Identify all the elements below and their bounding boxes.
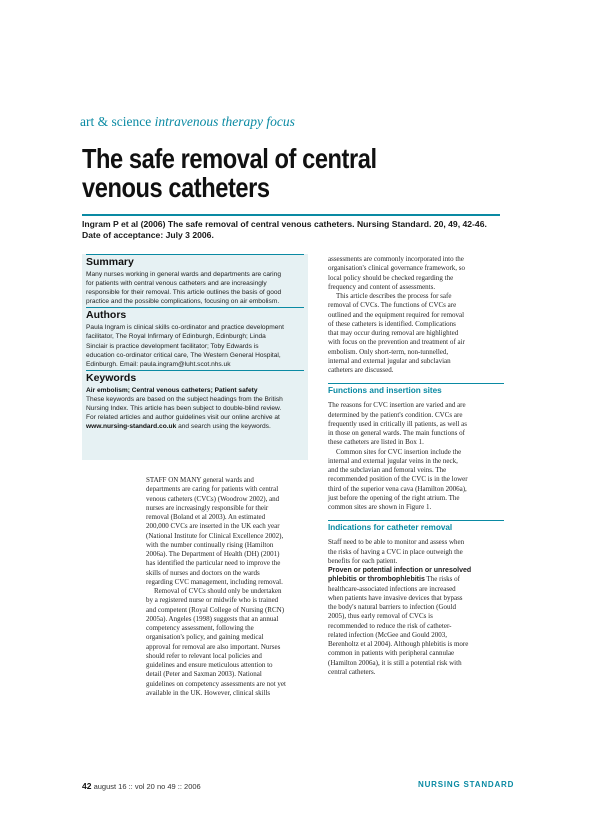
body-line: nurses are increasingly responsible for their: [146, 503, 269, 512]
body-line: when patients have invasive devices that bypass: [328, 593, 463, 602]
body-line: central catheters.: [328, 667, 376, 676]
body-line: outlined and the equipment required for removal: [328, 310, 465, 319]
website-link[interactable]: www.nursing-standard.co.uk: [86, 423, 177, 431]
body-line: This article describes the process for safe: [336, 292, 452, 300]
body-line: with focus on the prevention and treatment of air: [328, 338, 465, 347]
body-line: the body's natural barriers to infection (Gould: [328, 603, 457, 611]
body-line: embolism. Only short-term, non-tunnelled,: [328, 347, 449, 356]
body-line: (National Institute for Clinical Excellence 2002),: [146, 531, 284, 540]
section-tag: [80, 114, 295, 130]
body-line: The reasons for CVC insertion are varied and are: [328, 401, 466, 410]
body-line: just before the opening of the right atrium. The: [328, 493, 460, 502]
body-line: with the number continually rising (Hamilton: [146, 540, 274, 549]
body-line: assessments are commonly incorporated into the: [328, 255, 464, 263]
body-line: Staff need to be able to monitor and assess when: [328, 538, 465, 547]
body-line: and competent (Royal College of Nursing (RCN): [146, 605, 285, 614]
body-line: STAFF ON MANY general wards and: [146, 476, 254, 484]
body-line: benefits for each patient.: [328, 556, 398, 565]
body-line: recommended to reduce the risk of catheter-: [328, 621, 452, 630]
body-line: determined by the patient's condition. CVCs are: [328, 410, 463, 419]
page-footer: [82, 781, 201, 791]
body-line: Removal of CVCs should only be undertaken: [154, 587, 282, 595]
section-lead: art & science: [80, 114, 152, 129]
body-line: the risks of having a CVC in place outweigh the: [328, 547, 463, 556]
citation-line: Ingram P et al (2006) The safe removal of central venous catheters. Nursing Standard. 20, 49, 42-46.: [82, 219, 487, 229]
body-line: 2005), thus early removal of CVCs is: [328, 612, 433, 621]
subheading-functions: Functions and insertion sites: [328, 383, 504, 396]
summary-box: [82, 254, 308, 460]
body-line: catheters are discussed.: [328, 366, 394, 374]
body-line: Berenholtz et al 2004). Although phlebitis is more: [328, 640, 469, 648]
body-line: these catheters are listed in Box 1.: [328, 438, 424, 447]
body-column-left: [146, 476, 316, 698]
body-line: in those on general wards. The main functions of: [328, 429, 465, 437]
body-line: approval for removal are also important. Nurses: [146, 642, 281, 651]
bold-lead-line: Proven or potential infection or unresolved: [328, 567, 472, 574]
body-line: local policy should be checked regarding the: [328, 273, 454, 282]
article-title: [82, 144, 478, 202]
subheading-indications: Indications for catheter removal: [328, 520, 504, 533]
body-line: skills of nurses and doctors on the wards: [146, 568, 260, 577]
body-line: third of the superior vena cava (Hamilton 2006a),: [328, 484, 467, 493]
body-line: common in patients with peripheral cannulae: [328, 649, 455, 658]
body-line: has identified the particular need to improve the: [146, 559, 281, 568]
body-line: healthcare-associated infections are increased: [328, 584, 456, 593]
title-line: venous catheters: [82, 172, 270, 203]
body-line: venous catheters (CVCs) (Woodrow 2002), and: [146, 494, 280, 503]
body-line: removal of CVCs. The functions of CVCs are: [328, 301, 457, 310]
body-line: available in the UK. However, clinical skills: [146, 688, 271, 697]
body-line: departments are caring for patients with central: [146, 485, 279, 494]
body-line: internal and external jugular and subclavian: [328, 356, 451, 365]
body-line: recommended position of the CVC is in the lower: [328, 475, 468, 484]
body-line: frequency and content of assessments.: [328, 282, 436, 291]
title-line: The safe removal of central: [82, 143, 377, 174]
body-line: 200,000 CVCs are inserted in the UK each year: [146, 522, 280, 531]
body-line: organisation's clinical governance framework, so: [328, 264, 466, 273]
section-topic: intravenous therapy focus: [154, 114, 295, 129]
body-line: (Hamilton 2006a), it is still a potential risk with: [328, 658, 462, 667]
issue-info: august 16 :: vol 20 no 49 :: 2006: [93, 782, 201, 791]
body-line: frequently used in critically ill patients, as well as: [328, 419, 467, 428]
page-number: 42: [82, 781, 92, 791]
body-line: 2005a). Angeles (1998) suggests that an annual: [146, 614, 279, 623]
body-line: related infection (McGee and Gould 2003,: [328, 630, 447, 639]
body-line: of these catheters is identified. Complications: [328, 319, 456, 328]
body-line: organisation's policy, and gaining medical: [146, 633, 264, 642]
body-line: Common sites for CVC insertion include the: [336, 447, 462, 456]
summary-text: Many nurses working in general wards and departments are caring for patients with central venous catheters and are increasingly responsible for their removal. This article outlines the basis of good practice and the possible complications, focusing on air embolism.: [86, 271, 282, 306]
body-line: should refer to relevant local policies and: [146, 651, 262, 660]
keywords-text: Air embolism; Central venous catheters; Patient safety These keywords are based on the subject headings from the British Nursing Index. This article has been subject to double-blind review. For related articles and author guidelines visit our online archive at www.nursing-standard.co.uk and search using the keywords.: [86, 386, 304, 431]
keywords-terms: Air embolism; Central venous catheters; Patient safety: [86, 386, 258, 394]
body-line: that may occur during removal are highlighted: [328, 329, 459, 337]
body-line: 2006a). The Department of Health (DH) (2001): [146, 550, 280, 558]
body-line: guidelines on competency assessments are not yet: [146, 679, 286, 688]
body-line: internal and external jugular veins in the neck,: [328, 456, 458, 465]
body-line: detail (Peter and Saxman 2003). National: [146, 670, 262, 679]
summary-heading: Summary: [86, 254, 304, 270]
body-line: guidelines and ensure meticulous attention to: [146, 661, 273, 669]
body-line: regarding CVC management, including removal.: [146, 577, 283, 586]
body-line: and the subclavian and femoral veins. The: [328, 466, 447, 474]
body-line: by a registered nurse or midwife who is trained: [146, 596, 279, 605]
body-column-right: assessments are commonly incorporated into the organisation's clinical governance framework, so local policy should be checked regarding the frequency and content of assessments. This article describes the process for safe removal of CVCs. The functions of CVCs are outlined and the equipment required for removal of these catheters is identified. Complications that may occur during removal are highlighted with focus on the prevention and treatment of air embolism. Only short-term, non-tunnelled, internal and external jugular and subclavian catheters are discussed. Functions and insertion sites The reasons for CVC insertion are varied and are determined by the patient's condition. CVCs are frequently used in critically ill patients, as well as in those on general wards. The main functions of these catheters are listed in Box 1. Common sites for CVC insertion include the internal and external jugular veins in the neck, and the subclavian and femoral veins. The recommended position of the CVC is in the lower third of the superior vena cava (Hamilton 2006a), just before the opening of the right atrium. The common sites are shown in Figure 1. Indications for catheter removal Staff need to be able to monitor and assess when the risks of having a CVC in place outweigh the benefits for each patient. Proven or potential infection or unresolved phlebitis or thrombophlebitis The risks of healthcare-associated infections are increased when patients have invasive devices that bypass the body's natural barriers to infection (Gould 2005), thus early removal of CVCs is recommended to reduce the risk of catheter- related infection (McGee and Gould 2003, Berenholtz et al 2004). Although phlebitis is more common in patients with peripheral cannulae (Hamilton 2006a), it is still a potential risk with central catheters.: [328, 255, 504, 677]
citation: [82, 214, 500, 241]
authors-text: Paula Ingram is clinical skills co-ordinator and practice development facilitator, The Royal Infirmary of Edinburgh, Edinburgh; Linda Sinclair is practice development facilitator; Toby Edwards is education co-ordinator critical care, The Western General Hospital, Edinburgh. Email: paula.ingram@luht.scot.nhs.uk: [86, 324, 284, 368]
body-line: competency assessment, following the: [146, 624, 254, 632]
journal-name: NURSING STANDARD: [418, 780, 515, 789]
keywords-heading: Keywords: [86, 370, 304, 386]
body-line: common sites are shown in Figure 1.: [328, 503, 432, 511]
bold-lead-line: phlebitis or thrombophlebitis: [328, 576, 425, 584]
citation-line: Date of acceptance: July 3 2006.: [82, 230, 214, 240]
body-line: removal (Boland et al 2003). An estimated: [146, 513, 266, 521]
authors-heading: Authors: [86, 307, 304, 323]
